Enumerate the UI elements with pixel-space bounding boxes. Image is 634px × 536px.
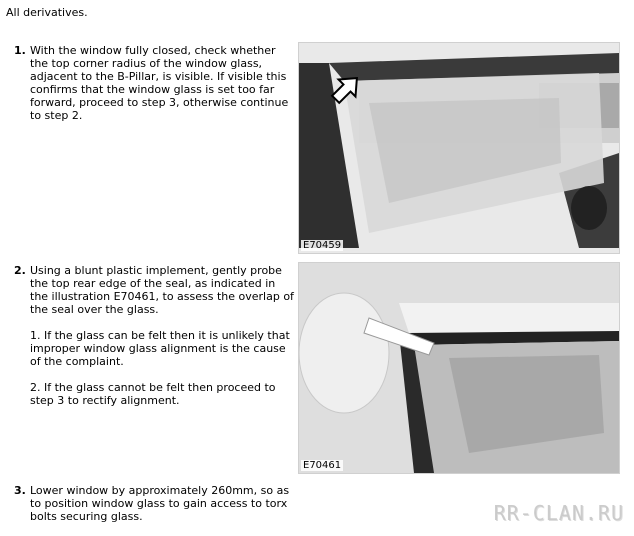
step-2-text: Using a blunt plastic implement, gently probe the top rear edge of the seal, as indicated in the illustration E70461, to assess the overlap of the seal over the glass. xyxy=(30,264,294,316)
figure-caption: E70459 xyxy=(303,240,342,251)
step-2-substep-1: 1. If the glass can be felt then it is unlikely that improper window glass alignment is the cause of the complaint. xyxy=(30,329,290,368)
intro-text: All derivatives. xyxy=(6,6,88,19)
window-photo-2 xyxy=(299,263,619,473)
figure-e70459 xyxy=(298,42,620,254)
step-2-substep-2: 2. If the glass cannot be felt then proceed to step 3 to rectify alignment. xyxy=(30,381,276,407)
step-2 xyxy=(14,264,294,420)
step-1 xyxy=(14,44,294,135)
step-number: 2. xyxy=(14,264,26,277)
window-photo-1 xyxy=(299,43,619,253)
figure-caption: E70461 xyxy=(303,460,342,471)
step-number: 1. xyxy=(14,44,26,57)
step-number: 3. xyxy=(14,484,26,497)
step-3 xyxy=(14,484,294,536)
watermark: RR-CLAN.RU xyxy=(493,501,624,525)
figure-e70461 xyxy=(298,262,620,474)
step-1-text: With the window fully closed, check whether the top corner radius of the window glass, adjacent to the B-Pillar, is visible. If visible this confirms that the window glass is set too far forward, proceed to step 3, otherwise continue to step 2. xyxy=(30,44,289,122)
step-3-text: Lower window by approximately 260mm, so as to position window glass to gain access to torx bolts securing glass. xyxy=(30,484,290,523)
